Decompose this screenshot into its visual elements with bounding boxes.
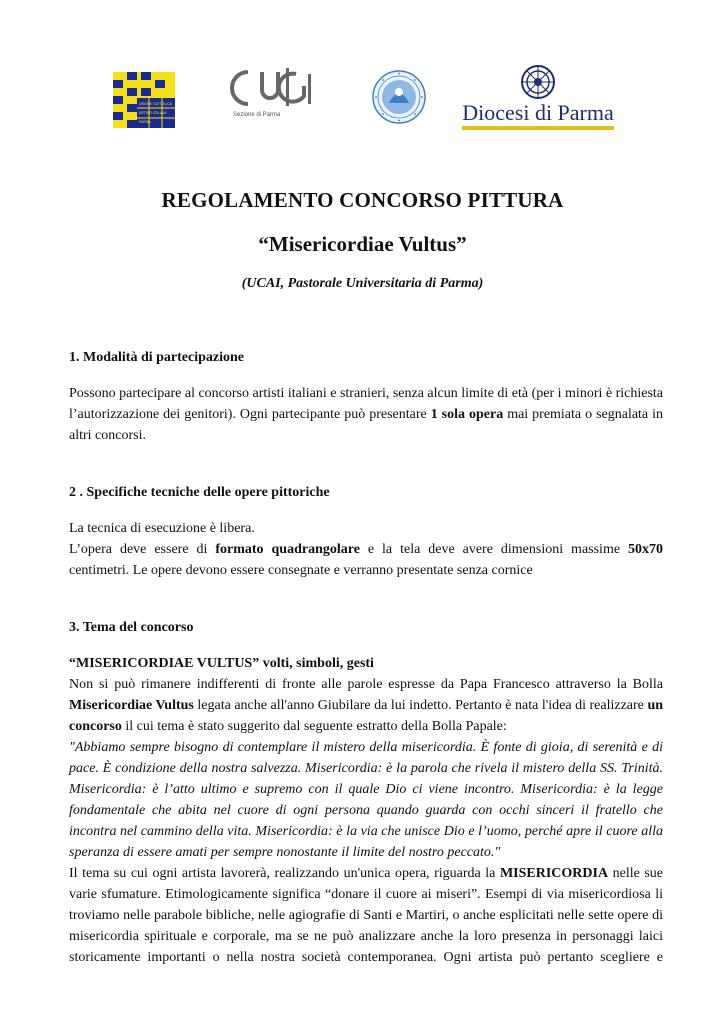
- text-run: legata anche all'anno Giubilare da lui indetto. Pertanto è nata l'idea di realizzare: [197, 698, 644, 713]
- page-title: REGOLAMENTO CONCORSO PITTURA: [161, 188, 564, 212]
- section-2-body: [69, 518, 663, 581]
- diocesi-logo: [462, 64, 614, 130]
- ucai-logo: [113, 72, 175, 128]
- bold-text: un: [647, 698, 664, 713]
- quote-line: fondamentale che abita nel cuore di ogni persona quando guarda con occhi sinceri il fratello che: [69, 803, 663, 818]
- text-run: e la tela deve avere dimensioni massime: [367, 542, 621, 557]
- section-heading: 2 . Specifiche tecniche delle opere pittoriche: [69, 485, 330, 500]
- bold-text: formato quadrangolare: [215, 542, 360, 557]
- text-run: l’autorizzazione dei genitori). Ogni partecipante può presentare: [69, 407, 427, 422]
- page-subtitle: “Misericordiae Vultus”: [258, 232, 467, 256]
- quote-line: incontra nel cammino della vita. Misericordia: è la via che unisce Dio e l’uomo, perché apre il cuore alla: [69, 824, 663, 839]
- paragraph-line: Possono partecipare al concorso artisti italiani e stranieri, senza alcun limite di età (per i minori è richiesta: [69, 386, 664, 401]
- bold-text: concorso: [69, 719, 122, 734]
- section-heading: 3. Tema del concorso: [69, 620, 194, 635]
- quote-line: speranza di essere amati per sempre nonostante il limite del nostro peccato.": [69, 845, 501, 860]
- svg-text:UNIONE CATTOLICA: UNIONE CATTOLICA: [139, 102, 172, 106]
- diocesi-underline: [462, 126, 614, 130]
- university-seal: [372, 70, 426, 124]
- ucsi-logo: [228, 66, 314, 124]
- quote-line: "Abbiamo sempre bisogno di contemplare il mistero della misericordia. È fonte di gioia, di serenità e di: [69, 740, 663, 755]
- diocesi-emblem-icon: [462, 64, 614, 100]
- organizers: (UCAI, Pastorale Universitaria di Parma): [241, 276, 484, 291]
- section-1-heading: [69, 347, 663, 368]
- svg-text:PARMA: PARMA: [139, 120, 151, 124]
- svg-text:ARTISTI ITALIANI: ARTISTI ITALIANI: [139, 111, 167, 115]
- section-heading: 1. Modalità di partecipazione: [69, 350, 244, 365]
- section-3-body: [69, 653, 663, 968]
- section-3-heading: [69, 617, 663, 638]
- ucsi-caption: Sezione di Parma: [233, 112, 281, 118]
- section-subheading: “MISERICORDIAE VULTUS” volti, simboli, gesti: [69, 656, 374, 671]
- paragraph-line: altri concorsi.: [69, 428, 146, 443]
- paragraph-line: [69, 404, 663, 425]
- ucsi-mark-icon: [228, 66, 314, 110]
- bold-text: Misericordiae Vultus: [69, 698, 194, 713]
- text-run: nelle sue: [612, 866, 664, 881]
- paragraph-line: misericordia spirituale e corporale, ma se ne può analizzare anche la loro presenza in personaggi laici: [69, 929, 663, 944]
- paragraph-line: storicamente importanti o nella nostra società contemporanea. Ogni artista può pertanto scegliere e: [69, 950, 663, 965]
- paragraph-line: Non si può rimanere indifferenti di fronte alle parole espresse da Papa Francesco attraverso la Bolla: [69, 677, 663, 692]
- section-2-heading: [69, 482, 663, 503]
- paragraph-line: [69, 539, 663, 560]
- paragraph-line: [69, 716, 663, 737]
- text-run: il cui tema è stato suggerito dal seguente estratto della Bolla Papale:: [125, 719, 507, 734]
- paragraph-line: varie sfumature. Etimologicamente significa “donare il cuore ai miseri”. Esempi di via misericordiosa li: [69, 887, 663, 902]
- quote-line: Misericordia: è l’atto ultimo e supremo con il quale Dio ci viene incontro. Misericordia: è la legge: [69, 782, 663, 797]
- paragraph-line: troviamo nelle parabole bibliche, nelle agiografie di Santi e Martiri, o anche esplicitati nelle sette opere di: [69, 908, 663, 923]
- section-1-body: [69, 383, 663, 446]
- quote-line: pace. È condizione della nostra salvezza. Misericordia: è la parola che rivela il mistero della SS. Trinità.: [69, 761, 663, 776]
- paragraph-line: centimetri. Le opere devono essere consegnate e verranno presentate senza cornice: [69, 563, 533, 578]
- bold-text: MISERICORDIA: [499, 866, 609, 881]
- bold-text: 50x70: [628, 542, 663, 557]
- paragraph-line: [69, 863, 663, 884]
- diocesi-wordmark: Diocesi di Parma: [462, 100, 614, 125]
- text-run: L’opera deve essere di: [69, 542, 208, 557]
- text-run: mai premiata o segnalata in: [507, 407, 664, 422]
- bold-text: 1 sola opera: [430, 407, 504, 422]
- paragraph-line: La tecnica di esecuzione è libera.: [69, 521, 255, 536]
- text-run: Il tema su cui ogni artista lavorerà, realizzando un'unica opera, riguarda la: [69, 866, 496, 881]
- logo-bar: [0, 62, 725, 134]
- paragraph-line: [69, 695, 663, 716]
